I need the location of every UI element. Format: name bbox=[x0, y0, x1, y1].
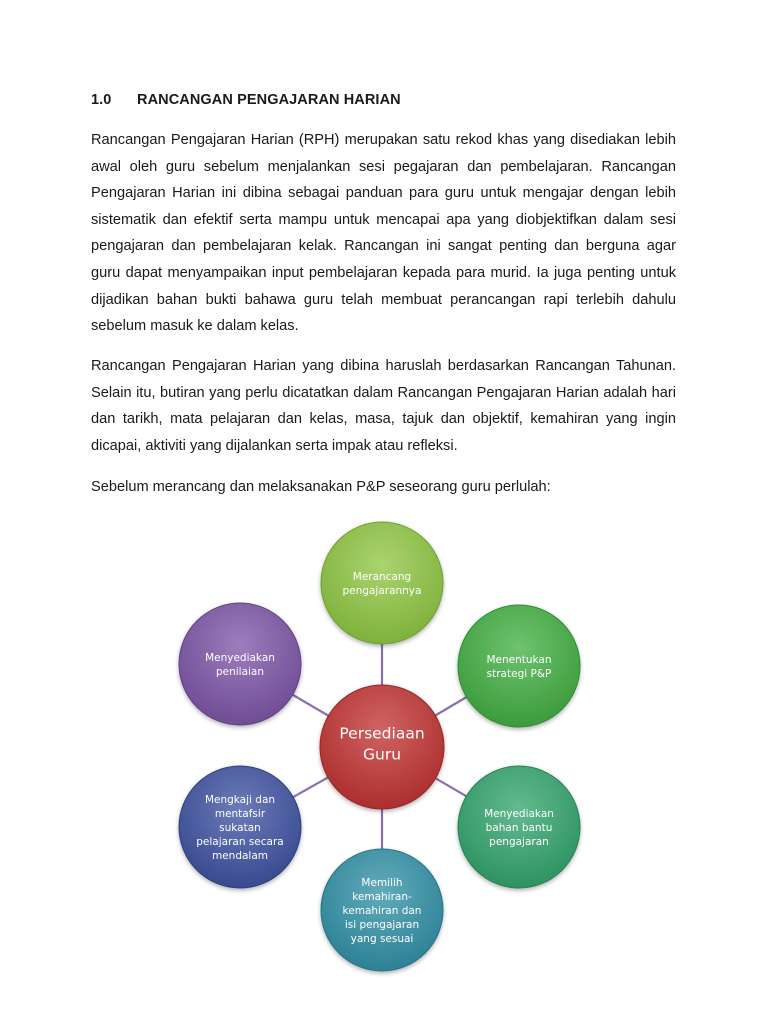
node-strategi-label-line: strategi P&P bbox=[486, 668, 552, 680]
section-number: 1.0 bbox=[91, 92, 112, 108]
node-bahan-label-line: bahan bantu bbox=[485, 822, 553, 834]
section-title: RANCANGAN PENGAJARAN HARIAN bbox=[137, 92, 401, 108]
node-kemahiran-label-line: yang sesuai bbox=[350, 933, 414, 945]
node-strategi bbox=[458, 605, 580, 727]
paragraph-intro-diagram: Sebelum merancang dan melaksanakan P&P seseorang guru perlulah: bbox=[91, 479, 551, 495]
center-node-line: Guru bbox=[362, 745, 402, 764]
node-penilaian bbox=[179, 603, 301, 725]
node-bahan-label-line: Menyediakan bbox=[484, 808, 554, 820]
node-kemahiran-label-line: isi pengajaran bbox=[344, 919, 420, 931]
paragraph-rph-contents: Rancangan Pengajaran Harian yang dibina haruslah berdasarkan Rancangan Tahunan. Selain itu, butiran yang perlu dicatatkan dalam Rancangan Pengajaran Harian adalah hari dan tarikh, mata pelajaran dan kelas, masa, tajuk dan objektif, kemahiran yang ingin dicapai, aktiviti yang dijalankan serta impak atau refleksi. bbox=[91, 358, 676, 454]
node-kemahiran-label-line: kemahiran dan bbox=[342, 905, 422, 917]
node-sukatan-label-line: mendalam bbox=[211, 850, 269, 862]
node-merancang-label-line: Merancang bbox=[352, 571, 412, 583]
node-sukatan-label-line: pelajaran secara bbox=[196, 836, 284, 848]
node-bahan-label-line: pengajaran bbox=[489, 836, 549, 848]
node-sukatan-label-line: mentafsir bbox=[214, 808, 266, 820]
node-kemahiran-label-line: Memilih bbox=[361, 877, 403, 889]
paragraph-rph-definition: Rancangan Pengajaran Harian (RPH) merupakan satu rekod khas yang disediakan lebih awal oleh guru sebelum menjalankan sesi pegajaran dan pembelajaran. Rancangan Pengajaran Harian ini dibina sebagai panduan para guru untuk mengajar dengan lebih sistematik dan efektif serta mampu untuk mencapai apa yang diobjektifkan dalam sesi pengajaran dan pembelajaran kelak. Rancangan ini sangat penting dan berguna agar guru dapat menyampaikan input pembelajaran kepada para murid. Ia juga penting untuk dijadikan bahan bukti bahawa guru telah membuat perancangan rapi terlebih dahulu sebelum masuk ke dalam kelas. bbox=[91, 132, 676, 335]
node-strategi-label-line: Menentukan bbox=[486, 654, 552, 666]
center-node-line: Persediaan bbox=[339, 724, 425, 743]
node-merancang-label-line: pengajarannya bbox=[342, 585, 422, 597]
node-sukatan-label-line: sukatan bbox=[219, 822, 261, 834]
node-merancang bbox=[321, 522, 443, 644]
node-kemahiran-label-line: kemahiran- bbox=[352, 891, 412, 903]
node-penilaian-label-line: Menyediakan bbox=[205, 652, 275, 664]
node-sukatan-label-line: Mengkaji dan bbox=[204, 794, 276, 806]
node-penilaian-label-line: penilaian bbox=[215, 666, 265, 678]
